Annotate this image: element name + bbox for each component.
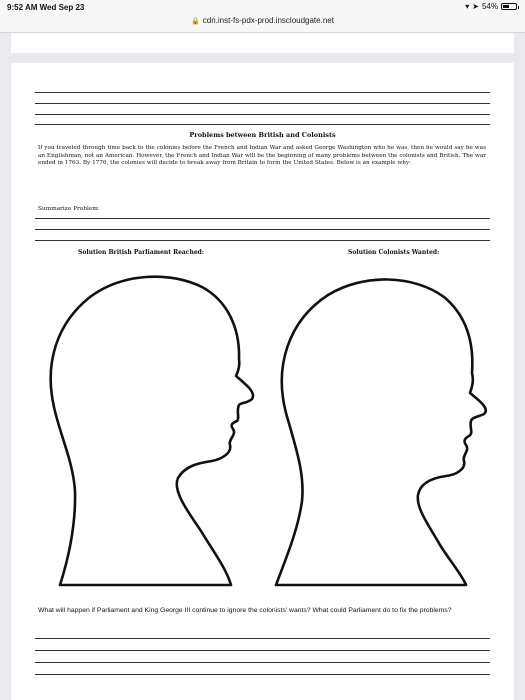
writing-line [35, 114, 490, 115]
location-arrow-icon: ➤ [472, 2, 479, 11]
summarize-label: Summarize Problem: [38, 206, 100, 212]
solution-colonists-label: Solution Colonists Wanted: [348, 249, 440, 256]
writing-line [35, 92, 490, 93]
writing-line [35, 240, 490, 241]
status-time: 9:52 AM Wed Sep 23 [7, 3, 85, 12]
head-silhouette-left [42, 263, 262, 593]
writing-line [35, 674, 490, 675]
status-bar [0, 0, 525, 14]
writing-line [35, 103, 490, 104]
url-text: cdn.inst-fs-pdx-prod.inscloudgate.net [202, 16, 334, 25]
previous-page-bottom [11, 33, 514, 53]
intro-paragraph: If you traveled through time back to the colonies before the French and Indian War and asked George Washington who he was, then he would say he was an Englishman, not an American. However, the French and Indian War will be the beginning of many problems between the colonists and British. The war ended in 1763. By 1776, the colonies will decide to break away from Britain to form the United States. Below is an example why: [38, 145, 486, 166]
battery-percent: 54% [481, 2, 498, 11]
battery-icon [501, 3, 517, 10]
battery-fill [503, 5, 509, 8]
writing-line [35, 218, 490, 219]
lock-icon: 🔒 [191, 18, 200, 25]
address-bar[interactable] [0, 14, 525, 33]
writing-line [35, 638, 490, 639]
status-indicators [465, 2, 517, 11]
writing-line [35, 124, 490, 125]
head-silhouette-right [268, 263, 488, 593]
solution-british-label: Solution British Parliament Reached: [78, 249, 205, 256]
wifi-icon: ▾ [465, 2, 470, 11]
writing-line [35, 229, 490, 230]
writing-line [35, 662, 490, 663]
writing-line [35, 650, 490, 651]
question-prompt: What will happen if Parliament and King George III continue to ignore the colonists' wants? What could Parliament do to fix the problems? [38, 607, 452, 614]
worksheet-title: Problems between British and Colonists [189, 131, 336, 139]
